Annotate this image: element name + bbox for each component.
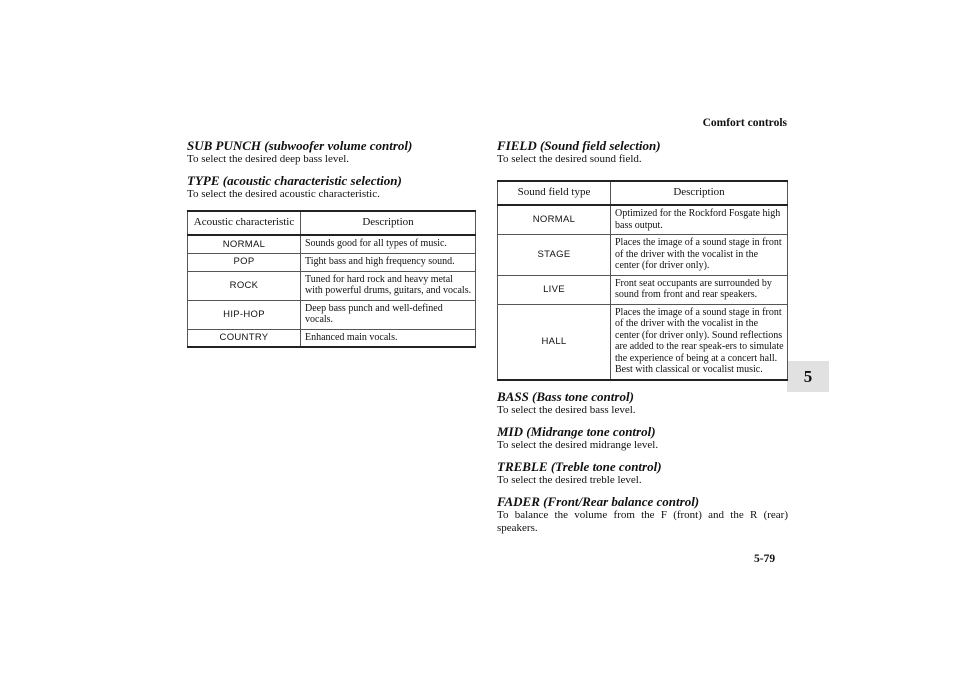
field-heading: FIELD (Sound field selection) <box>497 138 661 153</box>
table-cell-type: COUNTRY <box>188 329 301 347</box>
table-row <box>188 300 476 329</box>
sub-punch-heading: SUB PUNCH (subwoofer volume control) <box>187 138 413 153</box>
page-number: 5-79 <box>754 553 776 565</box>
table-cell-type: LIVE <box>498 275 611 304</box>
table-cell-description: Deep bass punch and well-defined vocals. <box>301 300 476 329</box>
table-row <box>188 329 476 347</box>
mid-body: To select the desired midrange level. <box>497 438 659 451</box>
table-cell-type: NORMAL <box>498 205 611 235</box>
table-header-row <box>188 211 476 235</box>
table-row <box>188 271 476 300</box>
table-cell-type: STAGE <box>498 235 611 276</box>
table-cell-description: Tuned for hard rock and heavy metal with powerful drums, guitars, and vocals. <box>301 271 476 300</box>
table-row <box>498 275 788 304</box>
table-cell-description: Sounds good for all types of music. <box>301 235 476 253</box>
table-cell-type: HALL <box>498 304 611 380</box>
bass-body: To select the desired bass level. <box>497 403 636 416</box>
table-cell-description: Front seat occupants are surrounded by sound from front and rear speakers. <box>611 275 788 304</box>
table-row <box>188 235 476 253</box>
table-cell-description: Places the image of a sound stage in front of the driver with the vocalist in the center (for driver only). <box>611 235 788 276</box>
table-row <box>498 235 788 276</box>
type-heading: TYPE (acoustic characteristic selection) <box>187 173 402 188</box>
sound-field-table <box>497 180 788 381</box>
table-header-cell: Description <box>301 211 476 235</box>
right-column <box>497 138 788 542</box>
left-column <box>187 138 476 356</box>
bass-heading: BASS (Bass tone control) <box>497 388 634 404</box>
sub-punch-body: To select the desired deep bass level. <box>187 153 350 165</box>
field-body: To select the desired sound field. <box>497 153 642 165</box>
treble-body: To select the desired treble level. <box>497 473 642 486</box>
acoustic-characteristic-table <box>187 210 476 348</box>
chapter-tab: 5 <box>787 361 829 392</box>
table-cell-description: Places the image of a sound stage in front of the driver with the vocalist in the center (for driver only). Sound reflections are added to the rear speak-ers to simulate the experience of being at a concert hall. Best with classical or vocalist music. <box>611 304 788 380</box>
table-header-cell: Acoustic characteristic <box>188 211 301 235</box>
treble-heading: TREBLE (Treble tone control) <box>497 458 662 474</box>
table-row <box>188 253 476 271</box>
table-cell-type: POP <box>188 253 301 271</box>
table-row <box>498 205 788 235</box>
type-body: To select the desired acoustic characteristic. <box>187 188 380 200</box>
table-cell-description: Enhanced main vocals. <box>301 329 476 347</box>
fader-body: To balance the volume from the F (front) and the R (rear) speakers. <box>497 508 788 534</box>
table-header-row <box>498 181 788 205</box>
table-cell-type: HIP-HOP <box>188 300 301 329</box>
mid-heading: MID (Midrange tone control) <box>497 423 656 439</box>
table-cell-type: ROCK <box>188 271 301 300</box>
table-cell-type: NORMAL <box>188 235 301 253</box>
table-cell-description: Optimized for the Rockford Fosgate high bass output. <box>611 205 788 235</box>
table-row <box>498 304 788 380</box>
table-header-cell: Sound field type <box>498 181 611 205</box>
fader-heading: FADER (Front/Rear balance control) <box>497 493 700 509</box>
table-header-cell: Description <box>611 181 788 205</box>
page-header-title: Comfort controls <box>702 117 787 129</box>
table-cell-description: Tight bass and high frequency sound. <box>301 253 476 271</box>
